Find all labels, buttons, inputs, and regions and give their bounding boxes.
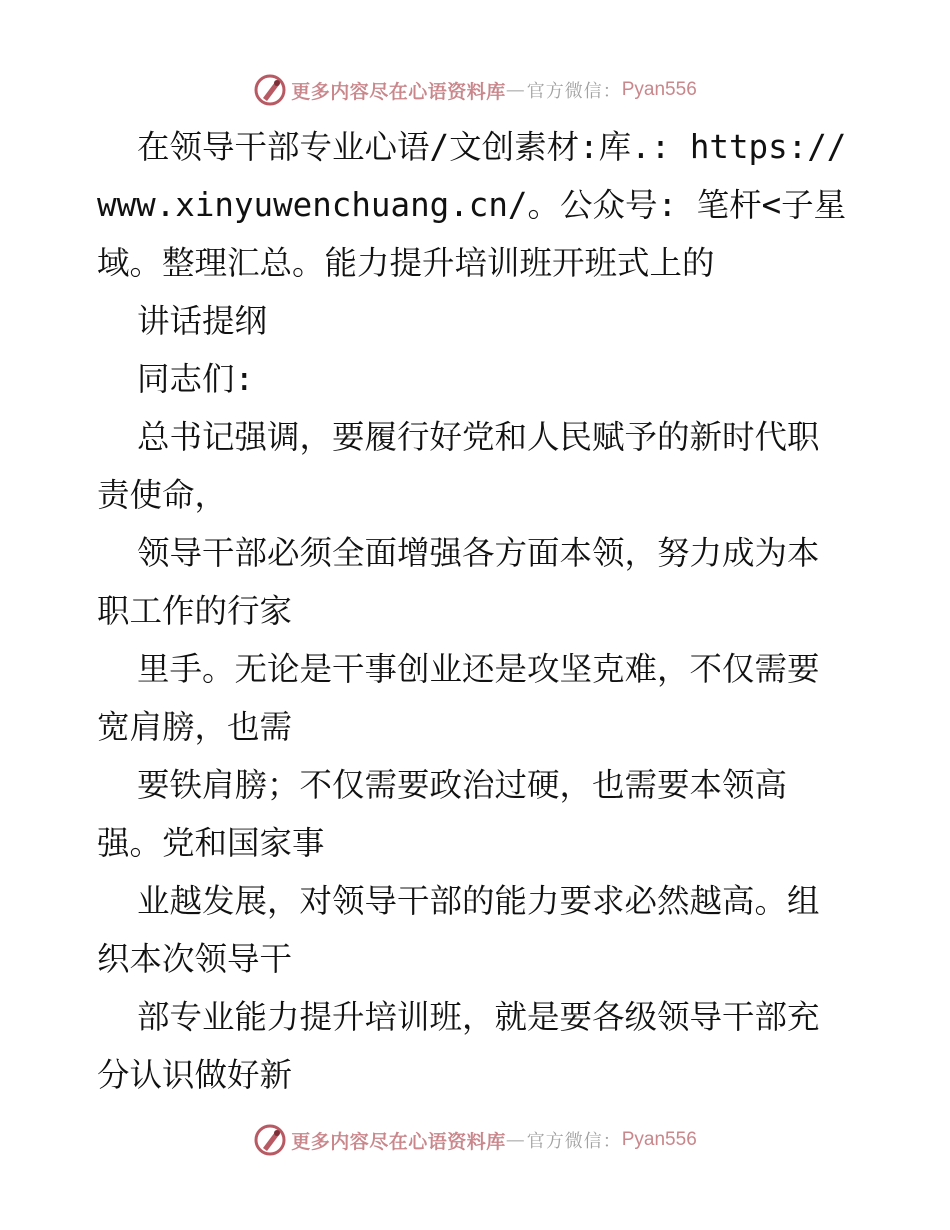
document-body — [97, 118, 857, 1104]
body-line: 领导干部必须全面增强各方面本领，努力成为本 — [137, 534, 820, 572]
pen-circle-icon — [253, 1123, 287, 1157]
body-line: 责使命， — [97, 476, 228, 514]
body-line: 在领导干部专业心语/文创素材:库.: https:// — [137, 128, 847, 166]
footer-wechat-id: Pyan556 — [621, 1129, 697, 1150]
pen-circle-icon — [253, 73, 287, 107]
header-wechat-id: Pyan556 — [621, 79, 697, 100]
footer-separator: — — [505, 1129, 525, 1151]
footer-wechat-label: 官方微信： — [526, 1131, 622, 1152]
body-line: 同志们: — [137, 360, 255, 398]
body-line: 职工作的行家 — [97, 592, 293, 630]
body-line: 域。整理汇总。能力提升培训班开班式上的 — [97, 244, 715, 282]
footer-banner — [0, 1120, 950, 1160]
body-line: 织本次领导干 — [97, 940, 293, 978]
body-line: 总书记强调，要履行好党和人民赋予的新时代职 — [137, 418, 820, 456]
body-line: 里手。无论是干事创业还是攻坚克难，不仅需要 — [137, 650, 820, 688]
header-banner — [0, 70, 950, 110]
header-separator: — — [505, 79, 525, 101]
body-line: 强。党和国家事 — [97, 824, 325, 862]
header-wechat-label: 官方微信： — [526, 81, 622, 102]
body-line: 部专业能力提升培训班，就是要各级领导干部充 — [137, 998, 820, 1036]
body-line: 宽肩膀，也需 — [97, 708, 293, 746]
body-line: www.xinyuwenchuang.cn/。公众号: 笔杆<子星 — [97, 186, 847, 224]
body-line: 业越发展，对领导干部的能力要求必然越高。组 — [137, 882, 820, 920]
footer-text: 更多内容尽在心语资料库 — [291, 1130, 506, 1153]
body-line: 讲话提纲 — [137, 302, 268, 340]
body-line: 分认识做好新 — [97, 1056, 293, 1094]
header-text: 更多内容尽在心语资料库 — [291, 80, 506, 103]
body-line: 要铁肩膀；不仅需要政治过硬，也需要本领高 — [137, 766, 788, 804]
